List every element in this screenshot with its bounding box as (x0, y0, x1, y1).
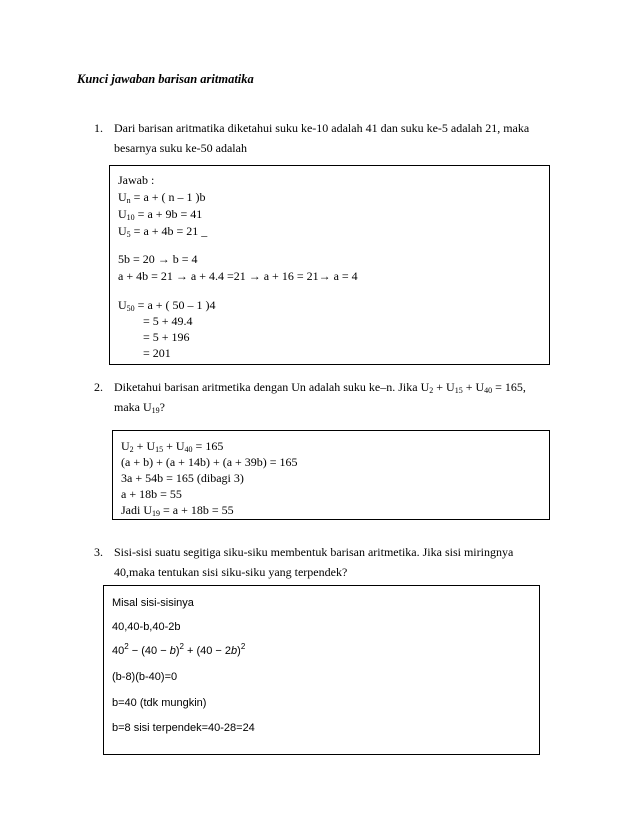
step-a: a + 4b = 21 → a + 4.4 =21 → a + 16 = 21→ a = 4 (118, 269, 358, 283)
question-text-line-1: Diketahui barisan aritmetika dengan Un adalah suku ke–n. Jika $U_2 + U_{15} + U_{40} = 165$, (114, 380, 526, 395)
question-text-line-2: maka $U_{19}$? (114, 400, 165, 415)
question-text-line-2: besarnya suku ke-50 adalah (114, 141, 247, 155)
answer-line-2: 40,40-b,40-2b (112, 621, 181, 633)
question-text-line-2: 40,maka tentukan sisi siku-siku yang terpendek? (114, 565, 348, 579)
answer-line-4: a + 18b = 55 (121, 487, 182, 501)
formula-un: $U_n = a$ + ( n – 1 )b (118, 190, 206, 205)
question-number: 3. (94, 545, 103, 559)
answer-line-2: (a + b) + (a + 14b) + (a + 39b) = 165 (121, 455, 298, 469)
step-b: 5b = 20 → b = 4 (118, 252, 198, 266)
page-title: Kunci jawaban barisan aritmatika (77, 72, 254, 86)
answer-jawab: Jawab : (118, 173, 155, 187)
answer-line-3: 3a + 54b = 165 (dibagi 3) (121, 471, 244, 485)
answer-box-1 (109, 165, 550, 365)
question-number: 2. (94, 380, 103, 394)
answer-box-3 (103, 585, 540, 755)
result-line-3: = 201 (143, 346, 171, 360)
answer-box-2 (112, 430, 550, 520)
answer-line-4: (b-8)(b-40)=0 (112, 671, 178, 683)
formula-u50: $U_{50} = a$ + ( 50 – 1 )4 (118, 298, 216, 313)
answer-line-6: b=8 sisi terpendek=40-28=24 (112, 722, 255, 734)
answer-line-5: Jadi $U_{19} = a + 18b = 55$ (121, 503, 234, 518)
pythagoras-equation: $40^2 - (40 - b)^2 + (40 - 2b)^2$ (112, 642, 246, 657)
result-line-1: = 5 + 49.4 (143, 314, 193, 328)
result-line-2: = 5 + 196 (143, 330, 190, 344)
answer-line-5: b=40 (tdk mungkin) (112, 697, 207, 709)
formula-u5: $U_5 = a + 4b = 21$ _ (118, 224, 208, 239)
question-text-line-1: Sisi-sisi suatu segitiga siku-siku membentuk barisan aritmetika. Jika sisi miringnya (114, 545, 514, 559)
question-text-line-1: Dari barisan aritmatika diketahui suku ke-10 adalah 41 dan suku ke-5 adalah 21, maka (114, 121, 530, 135)
question-number: 1. (94, 121, 103, 135)
answer-line-1: Misal sisi-sisinya (112, 597, 194, 609)
formula-u10: $U_{10} = a + 9b = 41$ (118, 207, 203, 222)
answer-line-1: $U_2 + U_{15} + U_{40} = 165$ (121, 439, 224, 454)
